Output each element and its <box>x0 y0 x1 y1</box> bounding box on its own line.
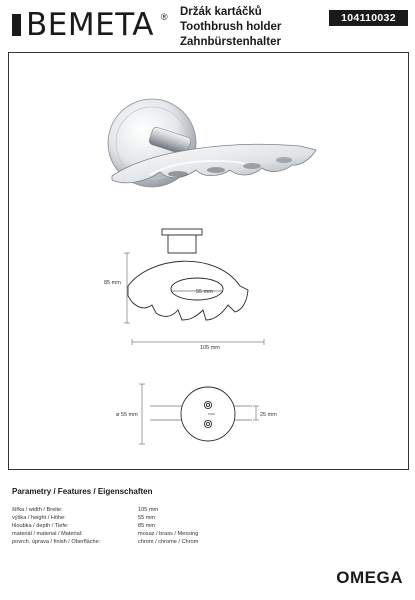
param-row <box>12 522 402 530</box>
param-label: výška / height / Höhe: <box>12 515 66 521</box>
param-label: materiál / material / Material: <box>12 531 83 537</box>
param-value: 105 mm <box>138 507 159 513</box>
dim-rosette-diameter: ø 55 mm <box>116 412 138 418</box>
param-row <box>12 530 402 538</box>
param-value: mosaz / brass / Messing <box>138 531 199 537</box>
dim-inner-width: 55 mm <box>196 289 213 295</box>
registered-mark: ® <box>161 12 168 22</box>
product-photo <box>108 99 316 187</box>
brand-logo: BEMETA <box>26 7 154 43</box>
parameters-section <box>12 487 402 546</box>
title-cz: Držák kartáčků <box>180 6 262 18</box>
param-value: 55 mm <box>138 515 156 521</box>
product-line-name: OMEGA <box>336 568 403 587</box>
param-row <box>12 538 402 546</box>
title-en: Toothbrush holder <box>180 21 282 33</box>
param-label: povrch. úprava / finish / Oberfläche: <box>12 539 101 545</box>
param-label: šířka / width / Breite: <box>12 507 63 513</box>
param-label: hloubka / depth / Tiefe: <box>12 523 69 529</box>
parameters-title: Parametry / Features / Eigenschaften <box>12 487 153 496</box>
side-view-drawing <box>150 387 252 441</box>
param-value: chrom / chrome / Chrom <box>138 539 199 545</box>
param-row <box>12 514 402 522</box>
dim-width: 105 mm <box>200 345 220 351</box>
product-code-badge: 104110032 <box>329 10 408 26</box>
param-value: 85 mm <box>138 523 156 529</box>
dim-height: 85 mm <box>104 280 121 286</box>
title-de: Zahnbürstenhalter <box>180 36 281 48</box>
dim-rosette-depth: 25 mm <box>260 412 277 418</box>
param-row <box>12 506 402 514</box>
top-view-drawing <box>128 229 248 320</box>
